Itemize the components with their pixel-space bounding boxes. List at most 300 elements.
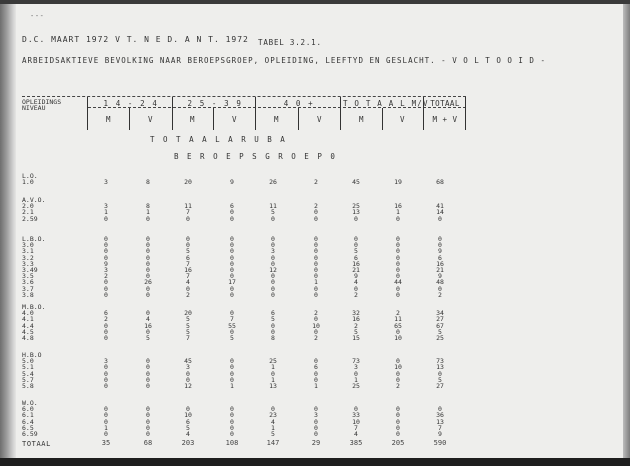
table-cell: 1 [396, 208, 400, 217]
table-cell: 0 [354, 235, 358, 243]
table-cell: 5 [186, 321, 190, 330]
table-cell: 8 [271, 334, 275, 342]
table-cell: 0 [230, 284, 234, 293]
col-divider [340, 97, 341, 130]
col-divider [298, 108, 299, 130]
table-cell: 3 [104, 202, 108, 211]
table-cell: 1 [104, 208, 108, 217]
table-cell: 2 [314, 202, 318, 211]
data-column [217, 179, 247, 185]
col-divider [465, 97, 466, 130]
table-cell: 10 [352, 417, 360, 426]
table-cell: 0 [146, 382, 150, 390]
sub-header: M + V [432, 115, 458, 124]
data-column [341, 236, 371, 298]
stub-header-line1: OPLEIDINGS [22, 98, 62, 106]
table-cell: 0 [271, 259, 275, 268]
table-cell: 0 [230, 411, 234, 420]
table-cell: 0 [230, 266, 234, 275]
data-column [425, 179, 455, 185]
table-cell: 8 [146, 202, 150, 211]
table-cell: 2 [354, 321, 358, 330]
table-cell: 0 [314, 259, 318, 268]
col-divider [172, 97, 173, 130]
table-cell: 2 [438, 290, 442, 299]
table-cell: 0 [104, 253, 108, 262]
row-label: 5.8 [22, 382, 34, 391]
row-label: 4.5 [22, 327, 34, 336]
table-cell: 1 [104, 423, 108, 432]
table-cell: 3 [104, 266, 108, 275]
table-cell: 4 [186, 278, 190, 287]
table-cell: 0 [146, 357, 150, 366]
table-cell: 0 [186, 405, 190, 414]
table-cell: 1 [314, 382, 318, 390]
sub-header: M [273, 115, 281, 124]
table-cell: 0 [146, 411, 150, 420]
row-label: 6.59 [22, 430, 38, 439]
data-column [301, 406, 331, 437]
table-cell: 4 [271, 417, 275, 426]
table-cell: 0 [146, 327, 150, 336]
table-cell: 33 [352, 411, 360, 420]
table-cell: 9 [104, 259, 108, 268]
data-column [341, 358, 371, 389]
table-cell: 4 [186, 430, 190, 438]
table-cell: 0 [396, 272, 400, 281]
table-cell: 5 [230, 334, 234, 342]
table-cell: 0 [146, 235, 150, 243]
table-cell: 0 [396, 411, 400, 420]
table-cell: 10 [394, 363, 402, 372]
table-cell: 20 [184, 309, 192, 318]
total-cell: 35 [101, 439, 111, 447]
table-cell: 0 [146, 266, 150, 275]
table-cell: 0 [314, 235, 318, 243]
data-column [91, 358, 121, 389]
table-cell: 0 [314, 266, 318, 275]
row-label: 4.1 [22, 315, 34, 324]
table-cell: 0 [271, 327, 275, 336]
table-cell: 5 [438, 327, 442, 336]
table-cell: 0 [104, 247, 108, 256]
table-cell: 11 [394, 315, 402, 324]
table-cell: 3 [186, 363, 190, 372]
table-cell: 0 [314, 208, 318, 217]
table-cell: 27 [436, 315, 444, 324]
table-cell: 0 [396, 327, 400, 336]
table-cell: 2 [104, 315, 108, 324]
data-column [425, 406, 455, 437]
age-group-40-plus: 4 0 + [283, 99, 315, 108]
table-cell: 15 [352, 334, 360, 342]
table-cell: 0 [314, 417, 318, 426]
table-cell: 6 [230, 202, 234, 211]
table-cell: 0 [314, 430, 318, 438]
document-header-line1: D.C. MAART 1972 V T. N E D. A N T. 1972 [22, 35, 249, 44]
data-column [383, 203, 413, 222]
table-cell: 0 [104, 241, 108, 250]
table-cell: 7 [186, 259, 190, 268]
table-cell: 5 [186, 315, 190, 324]
table-cell: 5 [186, 247, 190, 256]
table-cell: 0 [146, 214, 150, 223]
data-column [133, 179, 163, 185]
table-cell: 13 [352, 208, 360, 217]
row-label: 5.7 [22, 375, 34, 384]
table-cell: 6 [104, 309, 108, 318]
table-cell: 0 [230, 290, 234, 299]
table-cell: 3 [104, 178, 108, 187]
table-cell: 0 [396, 369, 400, 378]
data-column [341, 179, 371, 185]
table-cell: 0 [230, 363, 234, 372]
table-cell: 0 [104, 327, 108, 336]
table-cell: 0 [396, 214, 400, 223]
table-cell: 21 [352, 266, 360, 275]
table-cell: 5 [271, 315, 275, 324]
table-cell: 0 [396, 430, 400, 438]
table-cell: 5 [146, 334, 150, 342]
table-cell: 0 [396, 247, 400, 256]
table-cell: 23 [269, 411, 277, 420]
table-cell: 73 [436, 357, 444, 366]
table-cell: 2 [314, 334, 318, 342]
row-label: 3.8 [22, 290, 34, 299]
table-cell: 10 [184, 411, 192, 420]
stub-header [22, 99, 61, 111]
sub-header: V [231, 115, 239, 124]
table-cell: 2 [354, 290, 358, 299]
table-cell: 36 [436, 411, 444, 420]
page-right-edge [623, 4, 630, 466]
table-cell: 0 [230, 214, 234, 223]
table-cell: 0 [396, 235, 400, 243]
table-cell: 0 [354, 369, 358, 378]
table-cell: 0 [104, 290, 108, 299]
table-cell: 0 [230, 430, 234, 438]
table-cell: 27 [436, 382, 444, 390]
table-cell: 0 [104, 417, 108, 426]
table-cell: 0 [146, 290, 150, 299]
table-cell: 48 [436, 278, 444, 287]
row-label: 3.0 [22, 241, 34, 250]
stub-header-line2: NIVEAU [22, 104, 46, 113]
table-cell: 0 [186, 284, 190, 293]
row-label: L.O. [22, 172, 38, 180]
table-cell: 32 [352, 309, 360, 318]
table-cell: 6 [186, 417, 190, 426]
table-cell: 0 [396, 417, 400, 426]
sub-header: V [399, 115, 407, 124]
table-cell: 0 [396, 284, 400, 293]
table-cell: 26 [144, 278, 152, 287]
table-cell: 7 [186, 208, 190, 217]
row-label: 3.5 [22, 272, 34, 281]
table-cell: 1 [271, 423, 275, 432]
table-cell: 7 [186, 272, 190, 281]
table-cell: 3 [104, 357, 108, 366]
table-cell: 25 [352, 202, 360, 211]
row-label: W.O. [22, 399, 38, 407]
table-cell: 0 [146, 253, 150, 262]
table-cell: 0 [396, 253, 400, 262]
row-label: 5.0 [22, 357, 34, 366]
table-cell: 0 [438, 214, 442, 223]
col-divider [255, 97, 256, 130]
table-cell: 13 [436, 417, 444, 426]
table-cell: 0 [314, 284, 318, 293]
table-cell: 0 [396, 405, 400, 414]
table-cell: 1 [230, 382, 234, 390]
table-cell: 12 [184, 382, 192, 390]
section-labels [22, 352, 42, 389]
sub-header: V [316, 115, 324, 124]
table-cell: 10 [312, 321, 320, 330]
table-cell: 0 [104, 284, 108, 293]
sub-header: M [105, 115, 113, 124]
data-column [217, 203, 247, 222]
row-label: 4.8 [22, 334, 34, 343]
table-cell: 17 [228, 278, 236, 287]
table-cell: 7 [230, 315, 234, 324]
data-column [258, 179, 288, 185]
row-label: 6.5 [22, 423, 34, 432]
table-cell: 0 [396, 375, 400, 384]
table-cell: 3 [314, 411, 318, 420]
table-cell: 7 [186, 334, 190, 342]
table-cell: 0 [146, 259, 150, 268]
table-cell: 0 [104, 363, 108, 372]
table-cell: 5 [271, 430, 275, 438]
table-cell: 3 [271, 247, 275, 256]
data-column [341, 310, 371, 341]
table-cell: 0 [146, 247, 150, 256]
age-group-total-mv: T O T A A L M/V [343, 99, 429, 108]
row-label: 3.3 [22, 259, 34, 268]
row-label: L.B.O. [22, 235, 46, 243]
data-column [91, 236, 121, 298]
table-cell: 1 [146, 208, 150, 217]
table-cell: 13 [269, 382, 277, 390]
region-label: T O T A A L A R U B A [150, 135, 287, 144]
table-cell: 19 [394, 178, 402, 187]
data-column [301, 203, 331, 222]
row-label: H.B.O [22, 351, 42, 359]
table-cell: 5 [186, 327, 190, 336]
table-cell: 0 [271, 214, 275, 223]
table-cell: 0 [146, 363, 150, 372]
age-group-total: TOTAAL [430, 99, 460, 108]
table-cell: 0 [271, 278, 275, 287]
table-cell: 0 [396, 241, 400, 250]
table-cell: 9 [438, 272, 442, 281]
table-cell: 0 [230, 417, 234, 426]
table-cell: 16 [436, 259, 444, 268]
table-cell: 0 [146, 272, 150, 281]
data-column [133, 358, 163, 389]
row-label: 2.1 [22, 208, 34, 217]
table-cell: 0 [104, 369, 108, 378]
table-cell: 0 [314, 423, 318, 432]
row-label: M.B.O. [22, 303, 46, 311]
data-column [133, 236, 163, 298]
table-cell: 0 [314, 369, 318, 378]
table-cell: 7 [354, 423, 358, 432]
table-cell: 0 [354, 284, 358, 293]
table-cell: 0 [396, 290, 400, 299]
table-cell: 0 [314, 315, 318, 324]
table-cell: 0 [314, 327, 318, 336]
row-label: 4.4 [22, 321, 34, 330]
table-cell: 41 [436, 202, 444, 211]
data-column [133, 203, 163, 222]
table-cell: 0 [230, 253, 234, 262]
table-cell: 0 [438, 284, 442, 293]
table-cell: 9 [438, 247, 442, 256]
table-cell: 2 [396, 309, 400, 318]
table-cell: 13 [436, 363, 444, 372]
table-cell: 0 [354, 405, 358, 414]
table-cell: 0 [146, 417, 150, 426]
table-cell: 0 [146, 375, 150, 384]
sub-header: V [147, 115, 155, 124]
table-cell: 0 [230, 423, 234, 432]
table-cell: 0 [230, 247, 234, 256]
sub-header: M [189, 115, 197, 124]
table-cell: 0 [186, 375, 190, 384]
table-cell: 73 [352, 357, 360, 366]
data-column [341, 406, 371, 437]
table-cell: 10 [394, 334, 402, 342]
data-column [173, 179, 203, 185]
section-labels [22, 173, 38, 185]
table-cell: 0 [104, 334, 108, 342]
corner-mark: --- [30, 12, 45, 20]
total-cell: 205 [391, 439, 405, 447]
row-label: 6.0 [22, 405, 34, 414]
data-column [383, 358, 413, 389]
section-labels [22, 400, 38, 437]
table-title: ARBEIDSAKTIEVE BEVOLKING NAAR BEROEPSGROEP, OPLEIDING, LEEFTYD EN GESLACHT. - V O L T O O I D - [22, 56, 546, 65]
total-cell: 108 [225, 439, 239, 447]
table-cell: 0 [314, 253, 318, 262]
table-cell: 0 [396, 423, 400, 432]
table-cell: 0 [271, 235, 275, 243]
table-cell: 0 [438, 235, 442, 243]
table-cell: 0 [230, 357, 234, 366]
table-cell: 0 [230, 235, 234, 243]
col-divider [382, 108, 383, 130]
data-column [425, 203, 455, 222]
document-page [14, 4, 623, 460]
table-cell: 0 [146, 241, 150, 250]
table-cell: 1 [354, 375, 358, 384]
age-group-14-24: 1 4 - 2 4 [103, 99, 159, 108]
table-cell: 21 [436, 266, 444, 275]
table-cell: 0 [230, 259, 234, 268]
table-cell: 65 [394, 321, 402, 330]
table-cell: 0 [396, 357, 400, 366]
table-cell: 0 [230, 375, 234, 384]
row-label: 2.0 [22, 202, 34, 211]
table-cell: 6 [354, 253, 358, 262]
table-number: TABEL 3.2.1. [258, 38, 322, 47]
data-column [258, 310, 288, 341]
col-divider [129, 108, 130, 130]
table-cell: 14 [436, 208, 444, 217]
section-labels [22, 304, 45, 341]
table-cell: 0 [104, 405, 108, 414]
data-column [91, 310, 121, 341]
table-cell: 9 [354, 272, 358, 281]
data-column [258, 203, 288, 222]
row-label: 3.7 [22, 284, 34, 293]
table-cell: 0 [146, 423, 150, 432]
scan-bottom-border [0, 458, 630, 466]
table-cell: 5 [438, 375, 442, 384]
row-label: 6.4 [22, 417, 34, 426]
table-cell: 0 [314, 272, 318, 281]
table-cell: 0 [271, 321, 275, 330]
table-cell: 3 [354, 363, 358, 372]
data-column [301, 179, 331, 185]
sub-header: M [358, 115, 366, 124]
total-cell: 29 [311, 439, 321, 447]
total-cell: 203 [181, 439, 195, 447]
data-column [258, 358, 288, 389]
table-cell: 0 [354, 241, 358, 250]
table-cell: 0 [314, 357, 318, 366]
table-cell: 2 [314, 178, 318, 187]
data-column [217, 406, 247, 437]
data-column [258, 406, 288, 437]
table-cell: 0 [146, 430, 150, 438]
table-cell: 2 [396, 382, 400, 390]
table-cell: 44 [394, 278, 402, 287]
table-cell: 0 [186, 241, 190, 250]
table-cell: 11 [184, 202, 192, 211]
row-label: A.V.O. [22, 196, 46, 204]
row-label: 3.49 [22, 266, 38, 275]
book-gutter [0, 4, 16, 460]
data-column [173, 406, 203, 437]
table-cell: 68 [436, 178, 444, 187]
table-cell: 25 [352, 382, 360, 390]
table-cell: 16 [352, 315, 360, 324]
row-label: 5.4 [22, 369, 34, 378]
data-column [425, 358, 455, 389]
table-cell: 0 [438, 369, 442, 378]
table-cell: 0 [396, 259, 400, 268]
age-group-25-39: 2 5 - 3 9 [187, 99, 243, 108]
table-cell: 16 [352, 259, 360, 268]
table-cell: 0 [396, 266, 400, 275]
data-column [173, 310, 203, 341]
table-cell: 0 [230, 241, 234, 250]
table-cell: 0 [104, 375, 108, 384]
table-cell: 0 [104, 214, 108, 223]
table-cell: 5 [354, 247, 358, 256]
table-cell: 6 [271, 309, 275, 318]
table-cell: 25 [436, 334, 444, 342]
data-column [133, 310, 163, 341]
table-cell: 0 [104, 411, 108, 420]
data-column [383, 310, 413, 341]
data-column [133, 406, 163, 437]
table-cell: 1 [314, 278, 318, 287]
data-column [258, 236, 288, 298]
